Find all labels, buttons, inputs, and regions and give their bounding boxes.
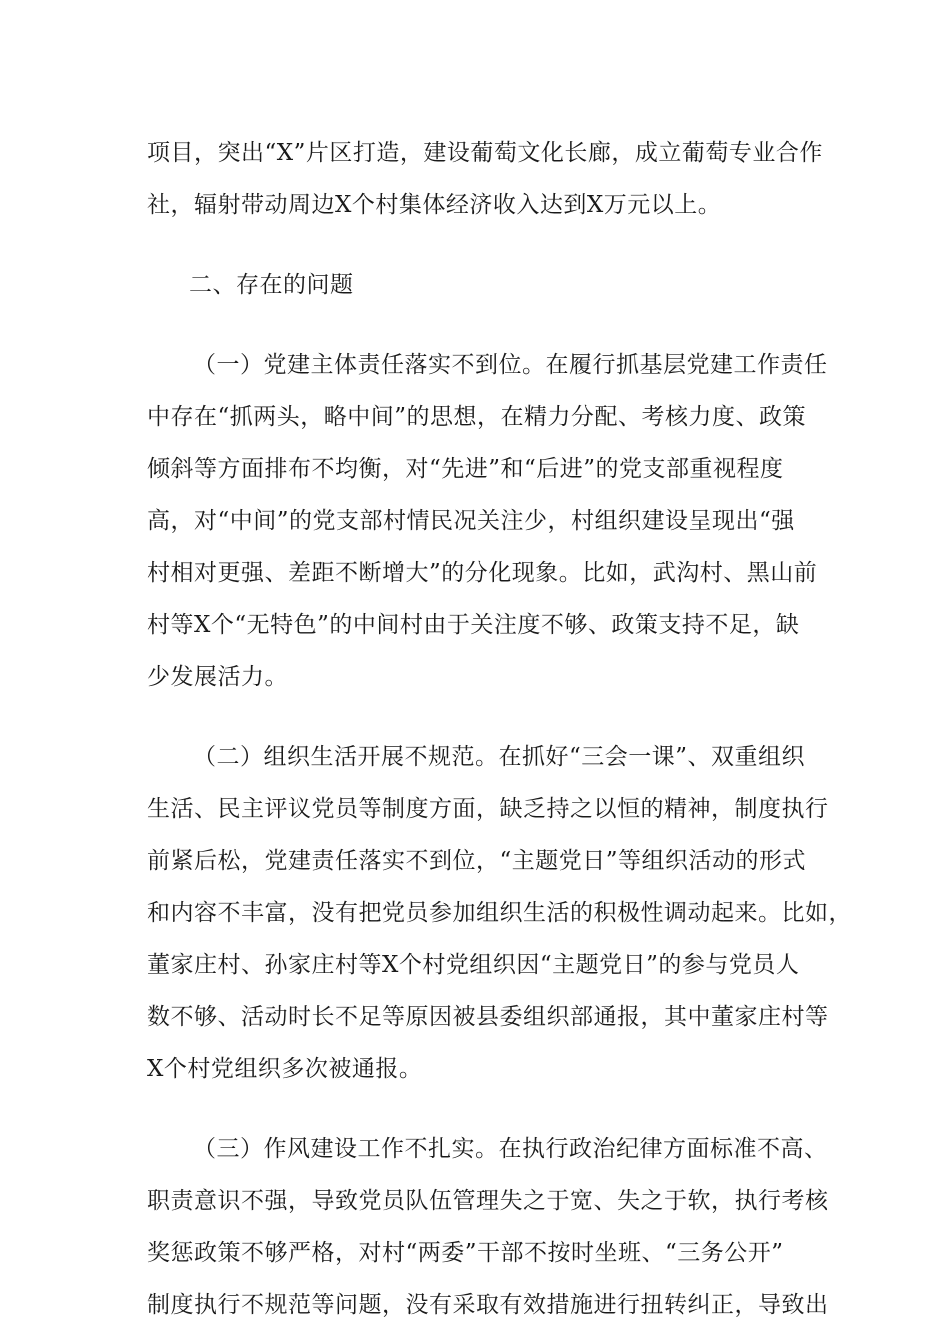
text-line: 高，对“中间”的党支部村情民况关注少，村组织建设呈现出“强 bbox=[147, 508, 795, 534]
paragraph-spacer bbox=[147, 1095, 827, 1123]
text-line: 村相对更强、差距不断增大”的分化现象。比如，武沟村、黑山前 bbox=[147, 560, 818, 586]
section-heading: 二、存在的问题 bbox=[189, 272, 354, 298]
text-line: 董家庄村、孙家庄村等X个村党组织因“主题党日”的参与党员人 bbox=[147, 952, 800, 978]
text-line: 少发展活力。 bbox=[147, 664, 288, 690]
paragraph-spacer bbox=[147, 231, 827, 259]
text-line: 生活、民主评议党员等制度方面，缺乏持之以恒的精神，制度执行 bbox=[147, 796, 829, 822]
text-line: 奖惩政策不够严格，对村“两委”干部不按时坐班、“三务公开” bbox=[147, 1240, 784, 1266]
text-line: 和内容不丰富，没有把党员参加组织生活的积极性调动起来。比如， bbox=[147, 900, 852, 926]
text-line: 社，辐射带动周边X个村集体经济收入达到X万元以上。 bbox=[147, 192, 722, 218]
text-line: 前紧后松，党建责任落实不到位，“主题党日”等组织活动的形式 bbox=[147, 848, 807, 874]
text-line: 制度执行不规范等问题，没有采取有效措施进行扭转纠正，导致出 bbox=[147, 1292, 829, 1318]
paragraph-work-style bbox=[147, 1123, 827, 1331]
text-line: 倾斜等方面排布不均衡，对“先进”和“后进”的党支部重视程度 bbox=[147, 456, 784, 482]
text-line: （一）党建主体责任落实不到位。在履行抓基层党建工作责任 bbox=[193, 352, 828, 378]
paragraph-spacer bbox=[147, 311, 827, 339]
text-line: 中存在“抓两头，略中间”的思想，在精力分配、考核力度、政策 bbox=[147, 404, 807, 430]
paragraph-organization-life bbox=[147, 731, 852, 1095]
paragraph-spacer bbox=[147, 703, 827, 731]
text-line: （三）作风建设工作不扎实。在执行政治纪律方面标准不高、 bbox=[193, 1136, 828, 1162]
text-line: （二）组织生活开展不规范。在抓好“三会一课”、双重组织 bbox=[193, 744, 806, 770]
document-body bbox=[147, 127, 852, 1331]
text-line: 村等X个“无特色”的中间村由于关注度不够、政策支持不足，缺 bbox=[147, 612, 800, 638]
text-line: X个村党组织多次被通报。 bbox=[147, 1056, 423, 1082]
paragraph-responsibility bbox=[147, 339, 827, 703]
text-line: 项目，突出“X”片区打造，建设葡萄文化长廊，成立葡萄专业合作 bbox=[147, 140, 823, 166]
text-line: 数不够、活动时长不足等原因被县委组织部通报，其中董家庄村等 bbox=[147, 1004, 829, 1030]
paragraph-continuation bbox=[147, 127, 827, 231]
text-line: 职责意识不强，导致党员队伍管理失之于宽、失之于软，执行考核 bbox=[147, 1188, 829, 1214]
